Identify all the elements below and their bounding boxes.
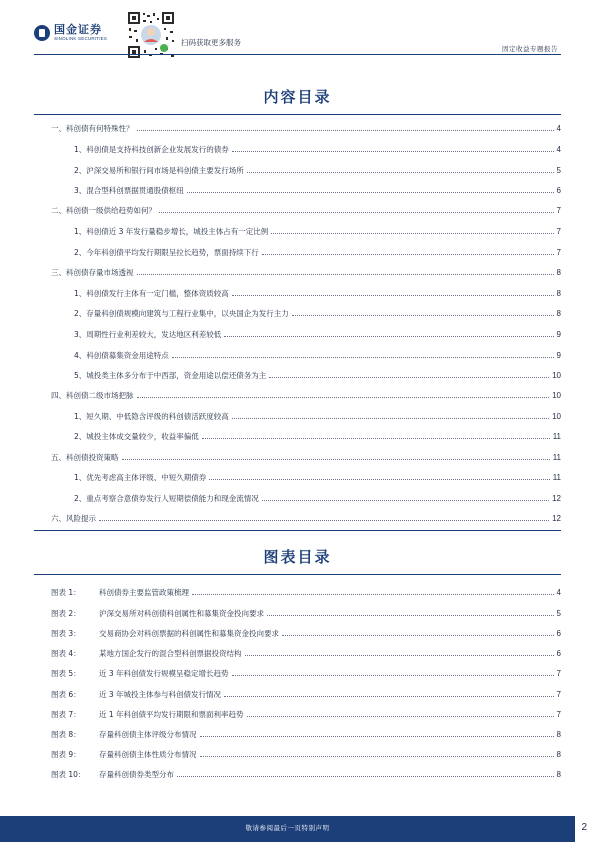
figure-entry[interactable] [51, 586, 561, 597]
qr-code-icon [126, 10, 176, 60]
dot-leader [247, 172, 554, 173]
toc-entry-page: 5 [556, 166, 561, 175]
toc-entry-page: 8 [556, 309, 561, 318]
figure-entry-title: 近 3 年科创债发行规模呈稳定增长趋势 [99, 669, 229, 678]
figure-entry[interactable] [51, 607, 561, 618]
toc-entry[interactable] [74, 471, 561, 482]
toc-entry-title: 二、科创债一级供给趋势如何？ [51, 206, 156, 215]
toc-entry[interactable] [74, 349, 561, 360]
dot-leader [282, 635, 554, 636]
figure-entry-title: 近 1 年科创债平均发行期限和票面利率趋势 [99, 710, 244, 719]
dot-leader [232, 295, 554, 296]
figure-entry-title: 某地方国企发行的混合型科创票据投资结构 [99, 649, 242, 658]
figure-entry-title: 科创债券主要监管政策梳理 [99, 588, 189, 597]
toc-entry-title: 2、城投主体成交量较少，收益率偏低 [74, 432, 199, 441]
dot-leader [224, 336, 553, 337]
toc-entry[interactable] [74, 287, 561, 298]
figure-entry-page: 8 [556, 770, 561, 779]
dot-leader [137, 274, 554, 275]
dot-leader [245, 655, 554, 656]
figure-entry-label: 图表 5： [51, 669, 81, 678]
dot-leader [172, 357, 554, 358]
dot-leader [292, 315, 554, 316]
toc-entry-title: 3、周期性行业利差较大，发达地区利差较低 [74, 330, 222, 339]
figure-entry-label: 图表 1： [51, 588, 81, 597]
toc-entry-title: 1、优先考虑高主体评级、中短久期债券 [74, 473, 207, 482]
figure-entry-label: 图表 4： [51, 649, 81, 658]
toc-entry[interactable] [74, 164, 561, 175]
toc-entry-page: 7 [556, 227, 561, 236]
dot-leader [200, 736, 554, 737]
toc-entry-page: 10 [552, 371, 561, 380]
toc-entry-title: 2、沪深交易所和银行间市场是科创债主要发行场所 [74, 166, 244, 175]
logo-name-en: SINOLINK SECURITIES [54, 36, 108, 41]
toc-entry-page: 9 [556, 351, 561, 360]
figure-entry-label: 图表 6： [51, 690, 81, 699]
toc-entry-title: 1、短久期、中低隐含评级的科创债活跃度较高 [74, 412, 229, 421]
figure-entry[interactable] [51, 708, 561, 719]
toc-title: 内容目录 [263, 88, 332, 106]
toc-entry-title: 1、科创债发行主体有一定门槛，整体资质较高 [74, 289, 229, 298]
toc-entry-page: 10 [552, 412, 561, 421]
toc-entry-title: 5、城投类主体多分布于中西部，资金用途以偿还债务为主 [74, 371, 267, 380]
dot-leader [177, 776, 554, 777]
toc-entry-title: 2、今年科创债平均发行期限呈拉长趋势，票面持续下行 [74, 248, 259, 257]
toc-entry[interactable] [74, 410, 561, 421]
figure-entry-label: 图表 10： [51, 770, 86, 779]
figure-entry-page: 7 [556, 690, 561, 699]
figure-entry-page: 6 [556, 629, 561, 638]
toc-entry[interactable] [74, 328, 561, 339]
toc-entry-page: 11 [552, 432, 561, 441]
figure-entry-label: 图表 9： [51, 750, 81, 759]
figure-entry-page: 8 [556, 750, 561, 759]
toc-entry-title: 2、存量科创债规模向建筑与工程行业集中，以央国企为发行主力 [74, 309, 289, 318]
figure-entry-title: 近 3 年城投主体参与科创债发行情况 [99, 690, 222, 699]
dot-leader [192, 594, 554, 595]
toc-entry-page: 11 [552, 453, 561, 462]
dot-leader [232, 151, 554, 152]
toc-entry[interactable] [51, 122, 561, 133]
toc-entry[interactable] [74, 492, 561, 503]
toc-entry-page: 9 [556, 330, 561, 339]
toc-entry-title: 4、科创债募集资金用途特点 [74, 351, 169, 360]
toc-entry-title: 一、科创债有何特殊性？ [51, 124, 134, 133]
toc-entry-title: 六、风险提示 [51, 514, 96, 523]
toc-entry-title: 2、重点考察合意债券发行人短期偿债能力和现金流情况 [74, 494, 259, 503]
figure-entry[interactable] [51, 688, 561, 699]
dot-leader [122, 459, 550, 460]
logo-mark-icon [34, 25, 50, 41]
toc-entry[interactable] [74, 143, 561, 154]
dot-leader [247, 716, 554, 717]
toc-entry-page: 8 [556, 268, 561, 277]
figure-entry-page: 5 [556, 609, 561, 618]
dot-leader [159, 212, 554, 213]
figure-entry-title: 交易商协会对科创票据的科创属性和募集资金投向要求 [99, 629, 279, 638]
toc-entry[interactable] [74, 225, 561, 236]
dot-leader [262, 500, 549, 501]
dot-leader [269, 377, 549, 378]
figure-entry-label: 图表 7： [51, 710, 81, 719]
logo-name-cn: 国金证券 [54, 23, 102, 36]
figure-entry-title: 存量科创债主体性质分布情况 [99, 750, 197, 759]
page-number: 2 [581, 822, 587, 833]
figure-entry-page: 8 [556, 730, 561, 739]
header-divider [34, 54, 561, 55]
toc-entry-page: 7 [556, 248, 561, 257]
figure-entry[interactable] [51, 768, 561, 779]
dot-leader [209, 479, 549, 480]
figure-entry-page: 7 [556, 710, 561, 719]
dot-leader [99, 520, 549, 521]
figures-title: 图表目录 [263, 548, 332, 566]
toc-entry-page: 11 [552, 473, 561, 482]
footer-disclaimer: 敬请参阅最后一页特别声明 [245, 824, 330, 832]
toc-entry[interactable] [74, 430, 561, 441]
figure-entry-label: 图表 3： [51, 629, 81, 638]
toc-entry[interactable] [51, 512, 561, 523]
toc-entry[interactable] [51, 389, 561, 400]
toc-entry[interactable] [51, 451, 561, 462]
figure-entry-page: 7 [556, 669, 561, 678]
report-type: 固定收益专题报告 [502, 45, 558, 53]
toc-entry-page: 7 [556, 206, 561, 215]
figure-entry-title: 存量科创债券类型分布 [99, 770, 174, 779]
figure-entry-label: 图表 2： [51, 609, 81, 618]
dot-leader [232, 418, 549, 419]
toc-entry-title: 1、科创债是支持科技创新企业发展发行的债券 [74, 145, 229, 154]
figure-entry[interactable] [51, 728, 561, 739]
toc-entry[interactable] [74, 307, 561, 318]
dot-leader [262, 254, 554, 255]
dot-leader [137, 130, 554, 131]
dot-leader [200, 756, 554, 757]
toc-entry-page: 6 [556, 186, 561, 195]
qr-caption: 扫码获取更多服务 [181, 38, 241, 47]
toc-entry-title: 1、科创债近 3 年发行量稳步增长，城投主体占有一定比例 [74, 227, 269, 236]
dot-leader [137, 397, 550, 398]
toc-entry-page: 8 [556, 289, 561, 298]
toc-entry-page: 4 [556, 124, 561, 133]
dot-leader [271, 233, 553, 234]
figure-entry[interactable] [51, 748, 561, 759]
toc-entry[interactable] [51, 266, 561, 277]
toc-entry-page: 12 [552, 494, 561, 503]
figures-top-divider [34, 574, 561, 575]
figure-entry[interactable] [51, 667, 561, 678]
toc-bottom-divider [34, 530, 561, 531]
toc-entry-title: 四、科创债二级市场把脉 [51, 391, 134, 400]
toc-entry-title: 三、科创债存量市场透视 [51, 268, 134, 277]
figure-entry-label: 图表 8： [51, 730, 81, 739]
figure-entry-page: 4 [556, 588, 561, 597]
dot-leader [224, 696, 554, 697]
figure-entry-title: 存量科创债主体评级分布情况 [99, 730, 197, 739]
toc-entry[interactable] [51, 204, 561, 215]
figure-entry[interactable] [51, 647, 561, 658]
toc-entry-page: 10 [552, 391, 561, 400]
toc-entry[interactable] [74, 369, 561, 380]
toc-entry-page: 12 [552, 514, 561, 523]
toc-entry[interactable] [74, 184, 561, 195]
toc-entry-title: 五、科创债投资策略 [51, 453, 119, 462]
figure-entry-title: 沪深交易所对科创债科创属性和募集资金投向要求 [99, 609, 264, 618]
toc-entry-page: 4 [556, 145, 561, 154]
company-logo [34, 24, 107, 42]
toc-entry-title: 3、混合型科创票据贯通股债枢纽 [74, 186, 184, 195]
dot-leader [187, 192, 554, 193]
toc-top-divider [34, 114, 561, 115]
dot-leader [202, 438, 550, 439]
figure-entry[interactable] [51, 627, 561, 638]
dot-leader [267, 615, 554, 616]
dot-leader [232, 675, 554, 676]
figure-entry-page: 6 [556, 649, 561, 658]
toc-entry[interactable] [74, 246, 561, 257]
